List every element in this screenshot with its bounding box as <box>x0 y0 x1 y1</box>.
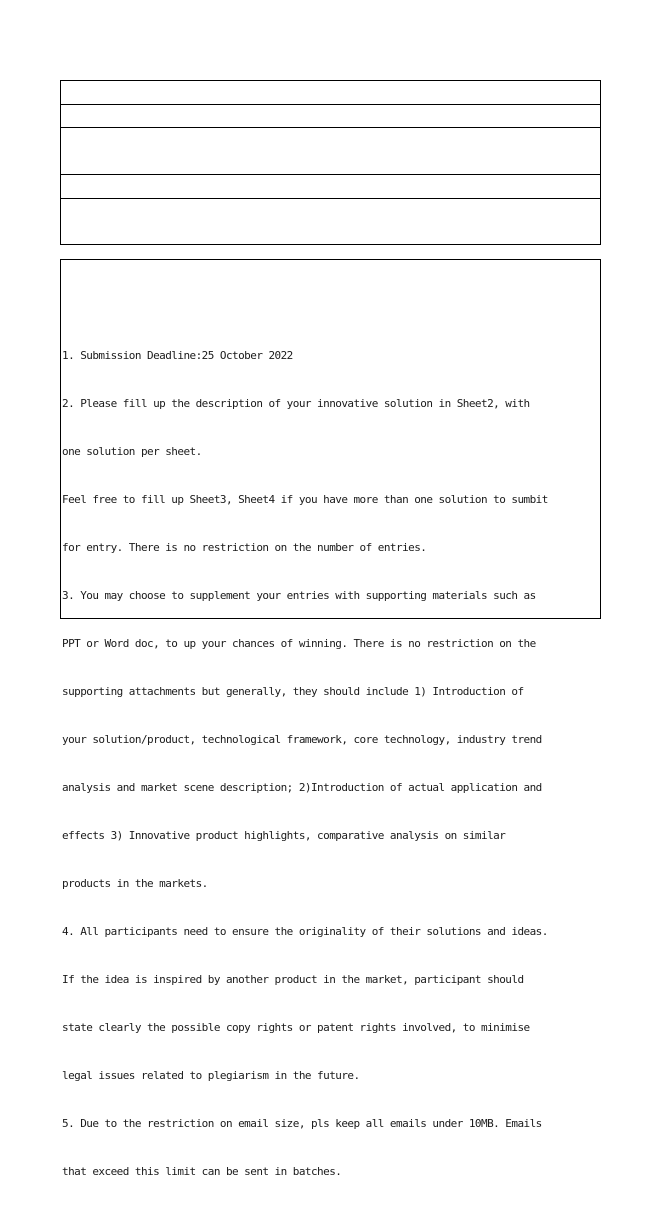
notes-line: that exceed this limit can be sent in batches. <box>62 1165 342 1178</box>
notes-line: supporting attachments but generally, they should include 1) Introduction of <box>62 685 524 698</box>
submission-notes-box <box>60 259 601 1178</box>
form-row-4[interactable] <box>61 175 600 199</box>
notes-line: your solution/product, technological framework, core technology, industry trend <box>62 733 542 746</box>
form-row-3[interactable] <box>61 128 600 175</box>
notes-line: 5. Due to the restriction on email size, pls keep all emails under 10MB. Emails <box>62 1117 542 1130</box>
notes-line: Feel free to fill up Sheet3, Sheet4 if you have more than one solution to sumbit <box>62 493 548 506</box>
form-row-2[interactable] <box>61 105 600 128</box>
notes-line: 3. You may choose to supplement your entries with supporting materials such as <box>62 589 536 602</box>
notes-line: state clearly the possible copy rights or patent rights involved, to minimise <box>62 1021 530 1034</box>
entry-form-table <box>60 80 601 245</box>
notes-line: 2. Please fill up the description of your innovative solution in Sheet2, with <box>62 397 530 410</box>
notes-line: 4. All participants need to ensure the originality of their solutions and ideas. <box>62 925 548 938</box>
notes-line: analysis and market scene description; 2)Introduction of actual application and <box>62 781 542 794</box>
notes-line: PPT or Word doc, to up your chances of winning. There is no restriction on the <box>62 637 536 650</box>
form-row-5[interactable] <box>61 199 600 244</box>
notes-line: one solution per sheet. <box>62 445 202 458</box>
notes-line: legal issues related to plegiarism in the future. <box>62 1069 360 1082</box>
form-row-1[interactable] <box>61 81 600 105</box>
notes-line: effects 3) Innovative product highlights, comparative analysis on similar <box>62 829 506 842</box>
notes-line: for entry. There is no restriction on the number of entries. <box>62 541 427 554</box>
notes-line: 1. Submission Deadline:25 October 2022 <box>62 349 293 362</box>
submission-notes-text <box>62 316 600 1212</box>
notes-line: If the idea is inspired by another product in the market, participant should <box>62 973 524 986</box>
notes-line: products in the markets. <box>62 877 208 890</box>
